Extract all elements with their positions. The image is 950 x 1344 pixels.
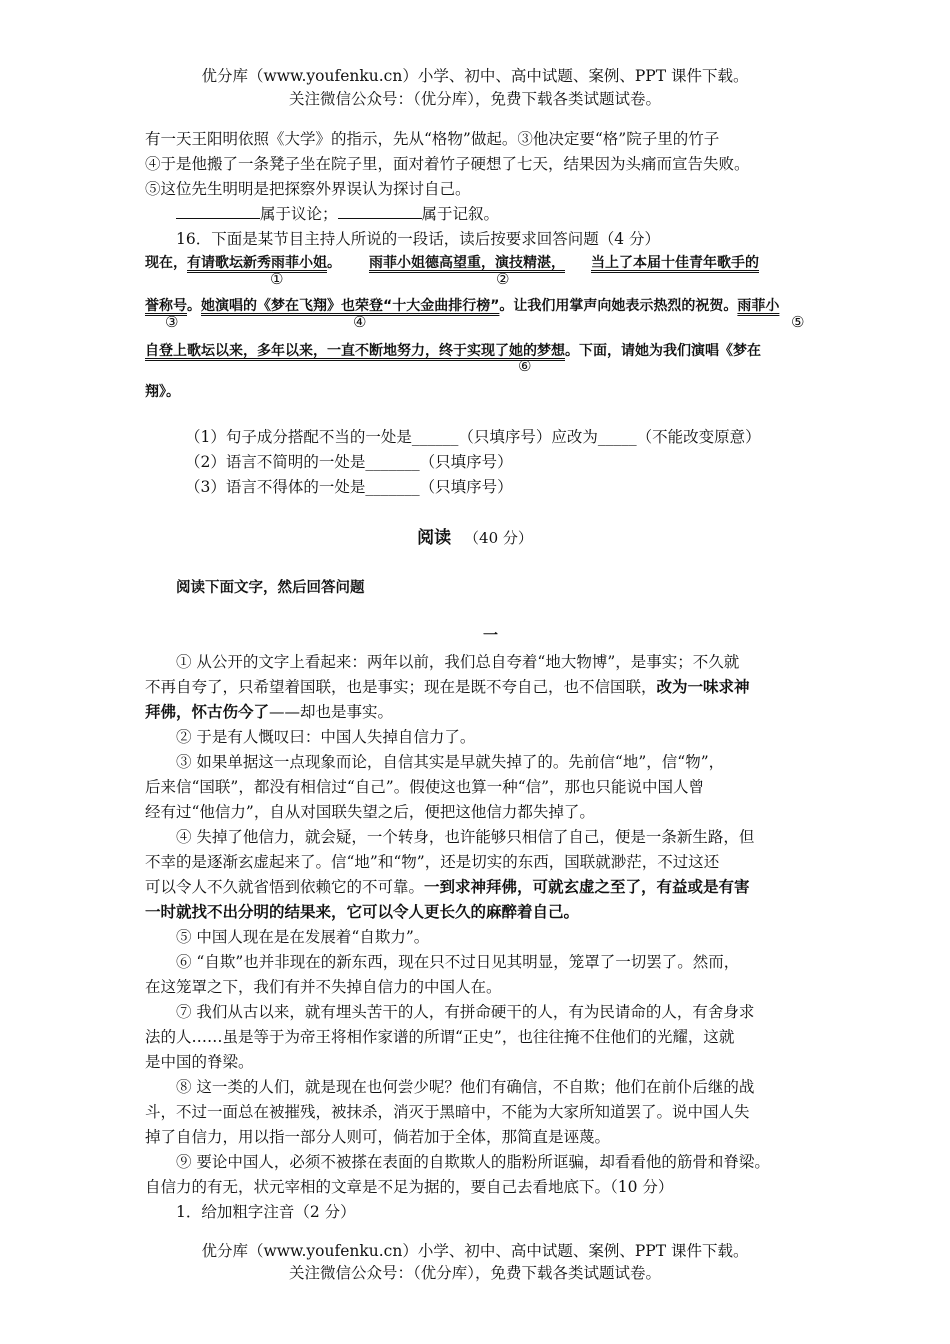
q16-sub-2: （2）语言不简明的一处是_______（只填序号） — [185, 453, 513, 471]
para-line: 掉了自信力，用以指一部分人则可，倘若加于全体，那简直是诬蔑。 — [145, 1128, 611, 1146]
header-line-1: 优分库（www.youfenku.cn）小学、初中、高中试题、案例、PPT 课件下载。 — [201, 67, 749, 85]
bold-text: 拜佛，怀古伤今了 — [145, 702, 270, 721]
para-line: ⑦ 我们从古以来，就有埋头苦干的人，有拼命硬干的人，有为民请命的人，有舍身求 — [176, 1003, 755, 1021]
para-line: 不幸的是逐渐玄虚起来了。信“地”和“物”，还是切实的东西，国联就渺茫，不过这还 — [145, 853, 720, 871]
para-line: 是中国的脊梁。 — [145, 1053, 254, 1071]
host-line-3 — [145, 340, 761, 360]
para-text: ——却也是事实。 — [269, 703, 394, 721]
host-text: 。 — [187, 298, 201, 314]
para-text: 可以令人不久就省悟到依赖它的不可靠。 — [145, 878, 425, 896]
para-line: 在这笼罩之下，我们有并不失掉自信力的中国人在。 — [145, 978, 502, 996]
underline-2: 雨菲小姐德高望重，演技精湛， — [369, 255, 565, 271]
mark-3: ③ — [165, 313, 179, 331]
para-line: ① 从公开的文字上看起来：两年以前，我们总自夸着“地大物博”，是事实；不久就 — [176, 653, 740, 671]
footer-line-1: 优分库（www.youfenku.cn）小学、初中、高中试题、案例、PPT 课件下载。 — [201, 1242, 749, 1260]
para-line: 斗，不过一面总在被摧残，被抹杀，消灭于黑暗中，不能为大家所知道罢了。说中国人失 — [145, 1103, 750, 1121]
answer-blank-b[interactable] — [338, 204, 422, 219]
q15-line-3: ⑤这位先生明明是把探察外界误认为探讨自己。 — [145, 180, 471, 198]
para-line — [145, 900, 579, 922]
mark-4: ④ — [353, 313, 367, 331]
footer-line-2: 关注微信公众号：（优分库），免费下载各类试题试卷。 — [288, 1264, 661, 1282]
reading-title: 阅读 — [417, 528, 452, 548]
host-line-1 — [145, 252, 759, 272]
answer-blank-a[interactable] — [176, 204, 260, 219]
q15-line-2: ④于是他搬了一条凳子坐在院子里，面对着竹子硬想了七天，结果因为头痛而宣告失败。 — [145, 155, 750, 173]
host-line-4: 翔》。 — [145, 384, 180, 400]
host-text: 现在， — [145, 255, 187, 271]
para-line: ⑥ “自欺”也并非现在的新东西，现在只不过日见其明显，笼罩了一切罢了。然而， — [176, 953, 740, 971]
para-line: ③ 如果单据这一点现象而论，自信其实是早就失掉了的。先前信“地”，信“物”， — [176, 753, 725, 771]
para-line: 法的人……虽是等于为帝王将相作家谱的所谓“正史”，也往往掩不住他们的光耀，这就 — [145, 1028, 735, 1046]
header-line-2: 关注微信公众号：（优分库），免费下载各类试题试卷。 — [288, 90, 661, 108]
q16-title: 16．下面是某节目主持人所说的一段话，读后按要求回答问题（4 分） — [176, 230, 661, 248]
mark-5: ⑤ — [791, 313, 805, 331]
para-line: 后来信“国联”，都没有相信过“自己”。假使这也算一种“信”，那也只能说中国人曾 — [145, 778, 705, 796]
para-line: ④ 失掉了他信力，就会疑，一个转身，也许能够只相信了自己，便是一条新生路，但 — [176, 828, 755, 846]
para-line: 经有过“他信力”，自从对国联失望之后，便把这他信力都失掉了。 — [145, 803, 595, 821]
underline-3b: 誉称号 — [145, 298, 187, 314]
q15-answer-a: 属于议论； — [260, 205, 338, 223]
q15-line-1: 有一天王阳明依照《大学》的指示，先从“格物”做起。③他决定要“格”院子里的竹子 — [145, 130, 720, 148]
q16-sub-3: （3）语言不得体的一处是_______（只填序号） — [185, 478, 513, 496]
reading-score: （40 分） — [464, 529, 533, 547]
section-number: 一 — [483, 626, 499, 644]
para-line: ② 于是有人慨叹曰：中国人失掉自信力了。 — [176, 728, 476, 746]
q15-answer-line — [176, 202, 499, 224]
reading-instruction: 阅读下面文字，然后回答问题 — [176, 580, 365, 596]
para-line — [145, 700, 393, 722]
q16-sub-1: （1）句子成分搭配不当的一处是______（只填序号）应改为_____（不能改变原意） — [185, 428, 761, 446]
q15-answer-b: 属于记叙。 — [421, 205, 500, 223]
host-text: 。下面，请她为我们演唱《梦在 — [565, 343, 761, 359]
bold-text: 改为一味求神 — [656, 677, 750, 696]
para-line: ⑨ 要论中国人，必须不被搽在表面的自欺欺人的脂粉所诓骗，却看看他的筋骨和脊梁。 — [176, 1153, 770, 1171]
para-line — [145, 875, 750, 897]
mark-6: ⑥ — [518, 357, 532, 375]
host-line-2 — [145, 295, 779, 315]
bold-text: 一时就找不出分明的结果来，它可以令人更长久的麻醉着自己。 — [145, 902, 580, 921]
para-line: 自信力的有无，状元宰相的文章是不足为据的，要自己去看地底下。（10 分） — [145, 1178, 674, 1196]
host-text: 。让我们用掌声向她表示热烈的祝贺。 — [499, 298, 738, 314]
underline-5a: 雨菲小 — [737, 298, 780, 314]
mark-2: ② — [496, 270, 510, 288]
host-text: 。 — [327, 255, 341, 271]
mark-1: ① — [270, 270, 284, 288]
para-text: 不再自夸了，只希望着国联，也是事实；现在是既不夸自己，也不信国联， — [145, 678, 657, 696]
para-line: ⑤ 中国人现在是在发展着“自欺力”。 — [176, 928, 430, 946]
underline-4: 她演唱的《梦在飞翔》也荣登“十大金曲排行榜” — [201, 298, 500, 314]
underline-3a: 当上了本届十佳青年歌手的 — [591, 255, 759, 271]
underline-5b: 自登上歌坛以来，多年以来，一直不断地努力，终于实现了她的梦想 — [145, 343, 565, 359]
bold-text: 一到求神拜佛，可就玄虚之至了，有益或是有害 — [424, 877, 750, 896]
para-line — [145, 675, 750, 697]
underline-1: 有请歌坛新秀雨菲小姐 — [187, 255, 327, 271]
para-line: ⑧ 这一类的人们，就是现在也何尝少呢？他们有确信，不自欺；他们在前仆后继的战 — [176, 1078, 755, 1096]
question-1: 1．给加粗字注音（2 分） — [176, 1203, 356, 1221]
reading-heading — [0, 523, 950, 548]
